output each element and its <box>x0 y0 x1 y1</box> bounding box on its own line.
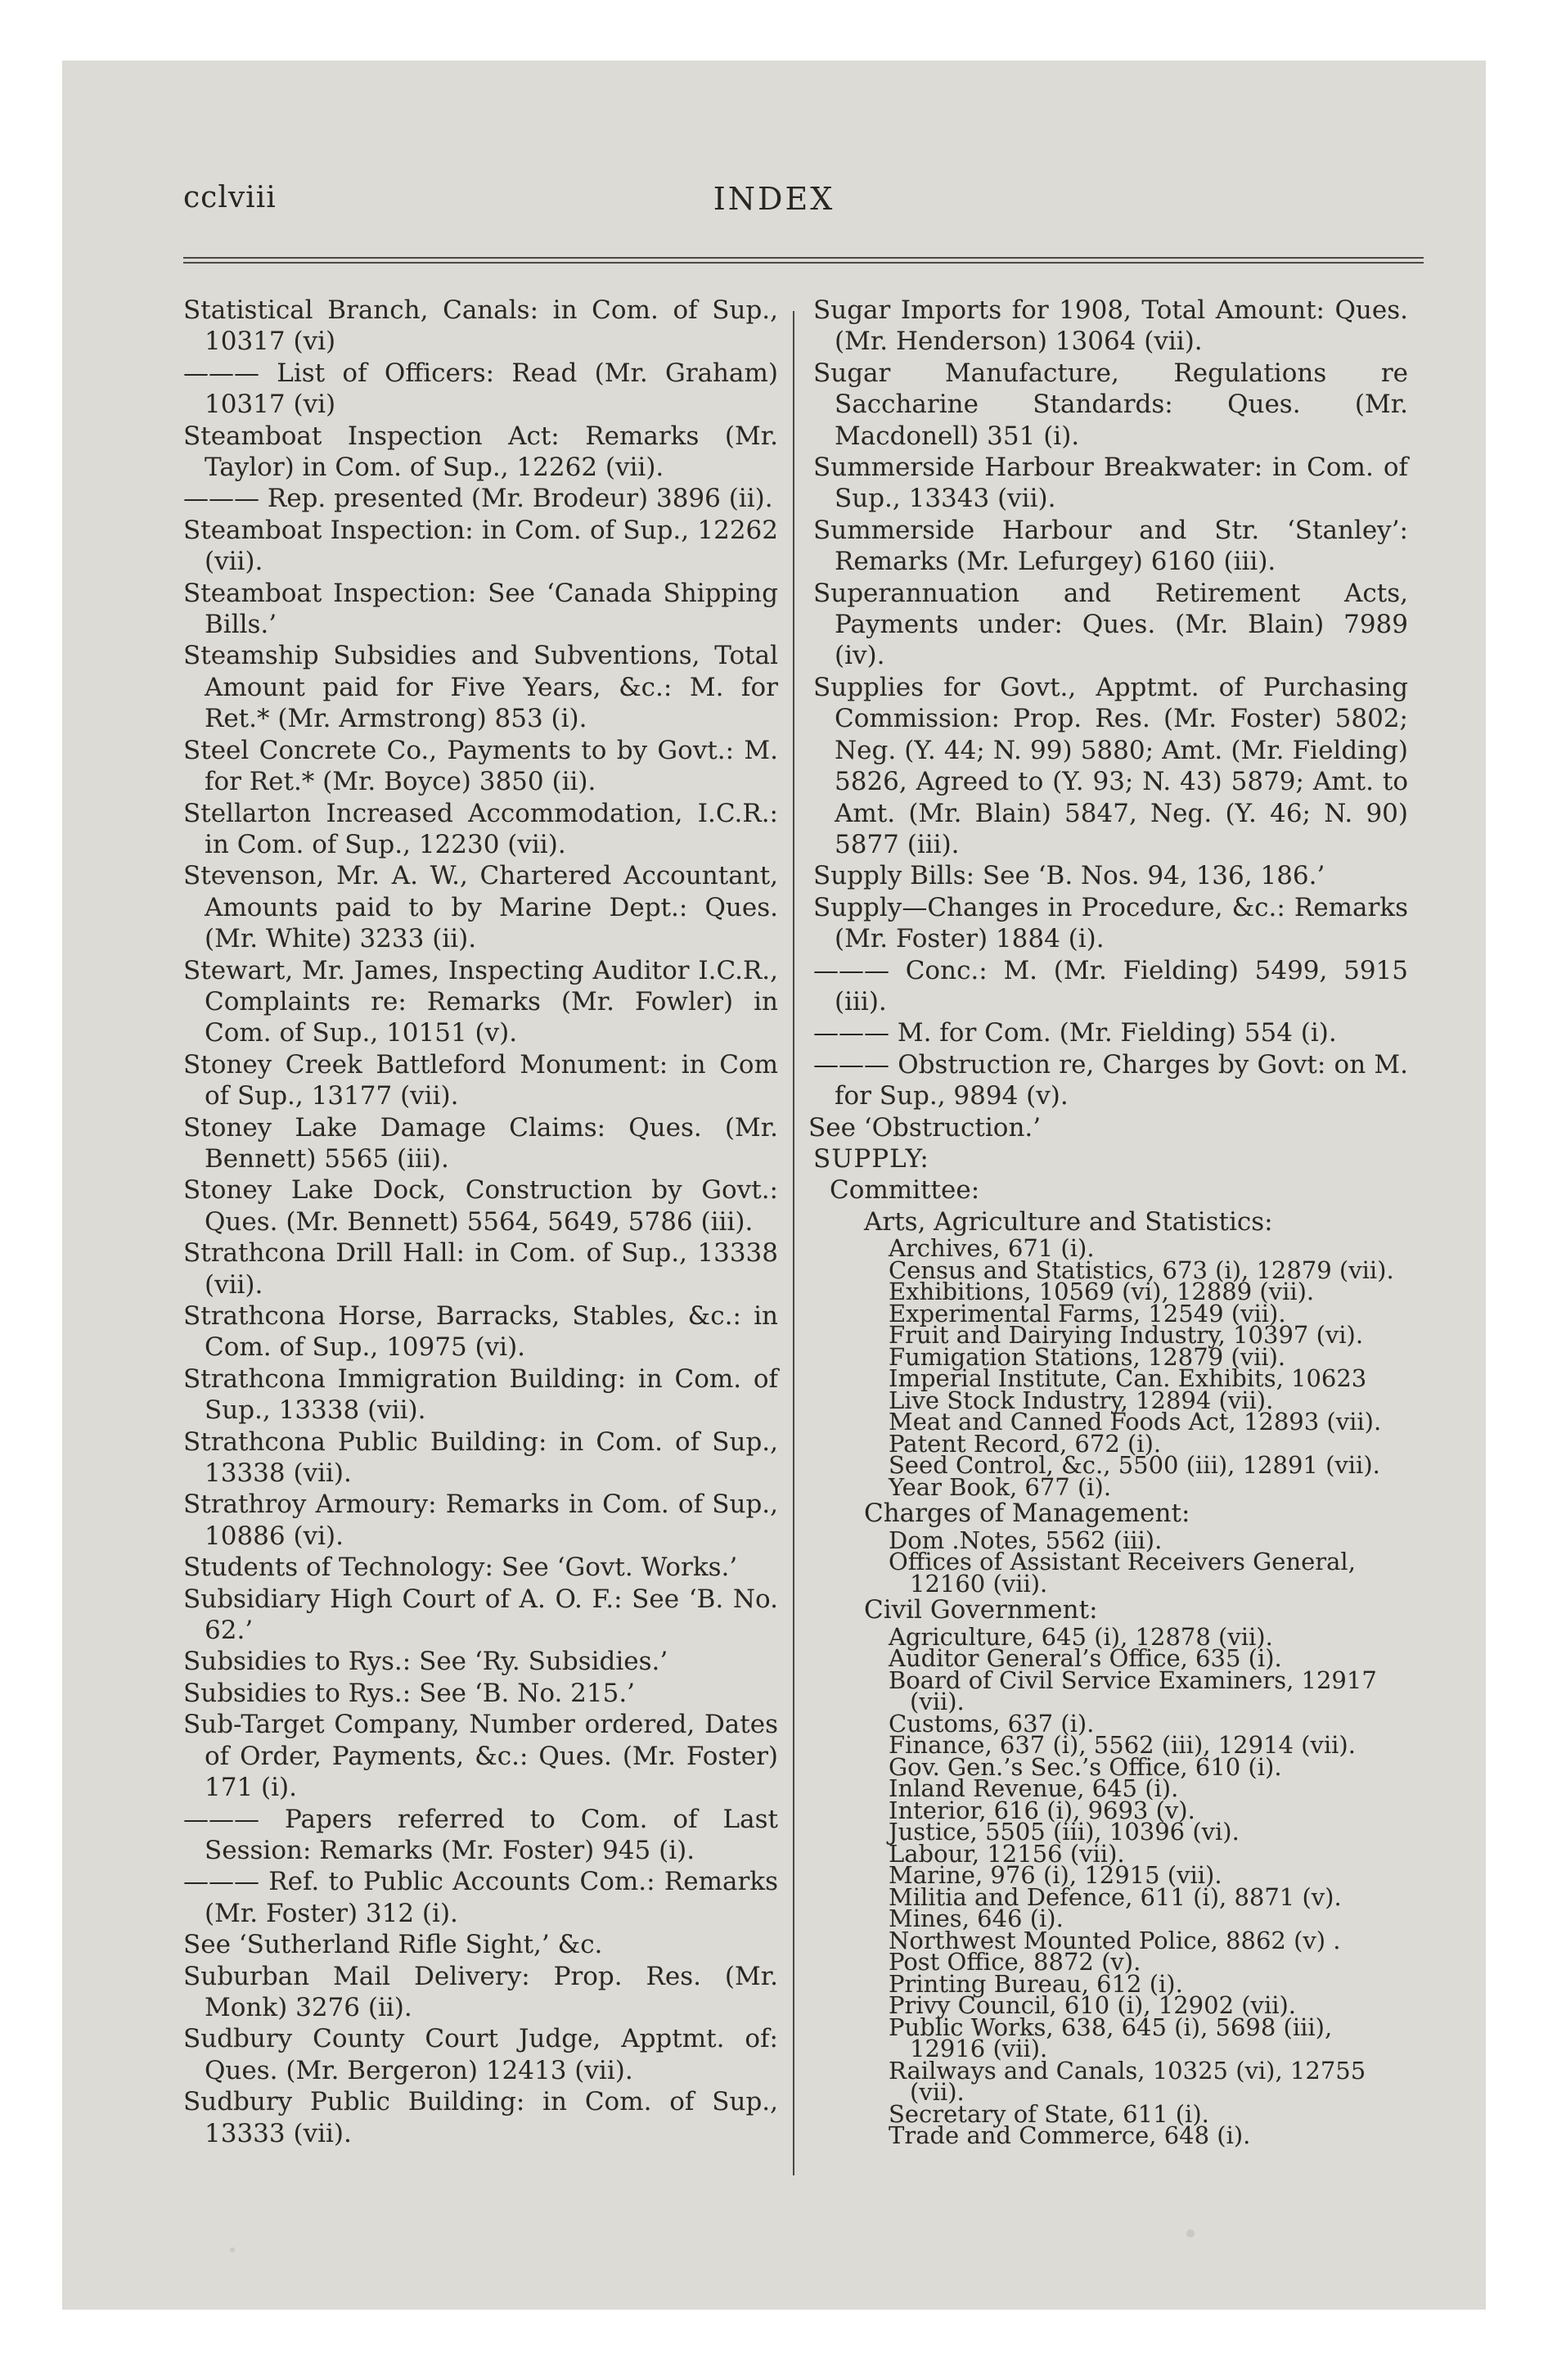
list-item: Post Office, 8872 (v). <box>889 1948 1141 1976</box>
index-entry: See ‘Obstruction.’ <box>808 1112 1042 1143</box>
index-entry: Strathcona Drill Hall: in Com. of Sup., 13338 (vii). <box>183 1238 778 1300</box>
index-entry: Suburban Mail Delivery: Prop. Res. (Mr. Monk) 3276 (ii). <box>183 1961 778 2022</box>
index-entry: Stellarton Increased Accommodation, I.C.R.: in Com. of Sup., 12230 (vii). <box>183 798 778 859</box>
list-item: Labour, 12156 (vii). <box>889 1839 1125 1868</box>
subsection-heading: Civil Government: <box>864 1595 1098 1625</box>
list-item: Fruit and Dairying Industry, 10397 (vi). <box>889 1321 1364 1350</box>
list-item: Auditor General’s Office, 635 (i). <box>889 1644 1282 1672</box>
list-item: Justice, 5505 (iii), 10396 (vi). <box>889 1818 1240 1846</box>
list-item: Offices of Assistant Receivers General, 12160 (vii). <box>889 1548 1356 1598</box>
index-entry: Subsidiary High Court of A. O. F.: See ‘B. No. 62.’ <box>183 1584 778 1646</box>
list-item: Gov. Gen.’s Sec.’s Office, 610 (i). <box>889 1752 1282 1781</box>
list-item: Archives, 671 (i). <box>889 1234 1095 1263</box>
list-item: Secretary of State, 611 (i). <box>889 2099 1209 2128</box>
column-divider <box>793 311 794 2175</box>
index-entry: ——— Conc.: M. (Mr. Fielding) 5499, 5915 (iii). <box>813 955 1408 1016</box>
index-entry: Stoney Creek Battleford Monument: in Com of Sup., 13177 (vii). <box>183 1049 778 1111</box>
supply-heading: SUPPLY: <box>813 1143 929 1174</box>
list-item: Interior, 616 (i), 9693 (v). <box>889 1796 1195 1824</box>
list-item: Printing Bureau, 612 (i). <box>889 1969 1183 1998</box>
index-entry: Stevenson, Mr. A. W., Chartered Accountant, Amounts paid to by Marine Dept.: Ques. (Mr. White) 3233 (ii). <box>183 861 778 954</box>
list-item: Live Stock Industry, 12894 (vii). <box>889 1386 1274 1414</box>
list-item: Marine, 976 (i), 12915 (vii). <box>889 1861 1222 1889</box>
page-header <box>62 181 1486 230</box>
index-entry: Students of Technology: See ‘Govt. Works.’ <box>183 1553 738 1583</box>
index-entry: Strathcona Public Building: in Com. of Sup., 13338 (vii). <box>183 1427 778 1489</box>
list-item: Census and Statistics, 673 (i), 12879 (vii). <box>889 1255 1394 1284</box>
list-item: Customs, 637 (i). <box>889 1709 1095 1738</box>
index-entry: Steamship Subsidies and Subventions, Total Amount paid for Five Years, &c.: M. for Ret.* (Mr. Armstrong) 853 (i). <box>183 641 778 734</box>
list-item: Exhibitions, 10569 (vi), 12889 (vii). <box>889 1278 1315 1306</box>
index-entry: See ‘Sutherland Rifle Sight,’ &c. <box>183 1930 603 1960</box>
index-entry: Summerside Harbour and Str. ‘Stanley’: Remarks (Mr. Lefurgey) 6160 (iii). <box>813 515 1408 577</box>
list-item: Dom .Notes, 5562 (iii). <box>889 1526 1163 1554</box>
list-item: Railways and Canals, 10325 (vi), 12755 (vii). <box>889 2056 1366 2106</box>
index-entry: Steamboat Inspection Act: Remarks (Mr. Taylor) in Com. of Sup., 12262 (vii). <box>183 421 778 483</box>
index-entry: Stoney Lake Damage Claims: Ques. (Mr. Bennett) 5565 (iii). <box>183 1112 778 1174</box>
list-item: Year Book, 677 (i). <box>889 1472 1112 1501</box>
index-entry: Subsidies to Rys.: See ‘B. No. 215.’ <box>183 1678 636 1708</box>
page-number: cclviii <box>183 181 277 214</box>
index-entry: Supply Bills: See ‘B. Nos. 94, 136, 186.’ <box>813 861 1325 891</box>
index-entry: Supplies for Govt., Apptmt. of Purchasing Commission: Prop. Res. (Mr. Foster) 5802; Neg. (Y. 44; N. 99) 5880; Amt. (Mr. Fielding) 5826, Agreed to (Y. 93; N. 43) 5879; Amt. to Amt. (Mr. Blain) 5847, Neg. (Y. 46; N. 90) 5877 (iii). <box>813 672 1408 859</box>
list-item: Imperial Institute, Can. Exhibits, 10623 <box>889 1364 1367 1393</box>
index-entry: Sugar Manufacture, Regulations re Saccharine Standards: Ques. (Mr. Macdonell) 351 (i). <box>813 358 1408 451</box>
index-page <box>62 61 1486 2310</box>
right-column <box>808 295 1408 2149</box>
committee-heading: Committee: <box>830 1175 980 1206</box>
list-item: Seed Control, &c., 5500 (iii), 12891 (vii). <box>889 1451 1380 1480</box>
list-item: Patent Record, 672 (i). <box>889 1429 1162 1458</box>
page-title: INDEX <box>713 181 835 217</box>
left-column <box>183 295 778 2149</box>
header-rule <box>183 257 1424 264</box>
index-entry: ——— M. for Com. (Mr. Fielding) 554 (i). <box>813 1018 1337 1048</box>
index-entry: Sugar Imports for 1908, Total Amount: Ques. (Mr. Henderson) 13064 (vii). <box>813 295 1408 357</box>
index-entry: Summerside Harbour Breakwater: in Com. of Sup., 13343 (vii). <box>813 453 1408 514</box>
list-item: Finance, 637 (i), 5562 (iii), 12914 (vii). <box>889 1731 1356 1759</box>
index-entry: Steamboat Inspection: in Com. of Sup., 12262 (vii). <box>183 515 778 577</box>
index-entry: Superannuation and Retirement Acts, Payments under: Ques. (Mr. Blain) 7989 (iv). <box>813 578 1408 671</box>
index-entry: ——— List of Officers: Read (Mr. Graham) 10317 (vi) <box>183 358 778 420</box>
index-entry: Steamboat Inspection: See ‘Canada Shipping Bills.’ <box>183 578 778 640</box>
index-entry: Stewart, Mr. James, Inspecting Auditor I.C.R., Complaints re: Remarks (Mr. Fowler) in Com. of Sup., 10151 (v). <box>183 955 778 1048</box>
subsection-heading: Charges of Management: <box>864 1499 1190 1529</box>
index-entry: Sudbury Public Building: in Com. of Sup., 13333 (vii). <box>183 2087 778 2148</box>
index-entry: Subsidies to Rys.: See ‘Ry. Subsidies.’ <box>183 1647 668 1677</box>
list-item: Militia and Defence, 611 (i), 8871 (v). <box>889 1882 1342 1911</box>
list-item: Northwest Mounted Police, 8862 (v) . <box>889 1926 1341 1954</box>
list-item: Public Works, 638, 645 (i), 5698 (iii), 12916 (vii). <box>889 2013 1333 2062</box>
index-entry: ——— Ref. to Public Accounts Com.: Remarks (Mr. Foster) 312 (i). <box>183 1867 778 1928</box>
paper-speck <box>1186 2229 1195 2238</box>
list-item: Experimental Farms, 12549 (vii). <box>889 1299 1286 1327</box>
index-entry: Sudbury County Court Judge, Apptmt. of: Ques. (Mr. Bergeron) 12413 (vii). <box>183 2024 778 2085</box>
index-entry: ——— Obstruction re, Charges by Govt: on M. for Sup., 9894 (v). <box>813 1049 1408 1111</box>
index-entry: Sub-Target Company, Number ordered, Dates of Order, Payments, &c.: Ques. (Mr. Foster) 171 (i). <box>183 1710 778 1803</box>
list-item: Inland Revenue, 645 (i). <box>889 1774 1179 1802</box>
index-entry: Statistical Branch, Canals: in Com. of Sup., 10317 (vi) <box>183 295 778 357</box>
list-item: Privy Council, 610 (i), 12902 (vii). <box>889 1991 1297 2019</box>
index-entry: Strathcona Horse, Barracks, Stables, &c.: in Com. of Sup., 10975 (vi). <box>183 1301 778 1363</box>
list-item: Board of Civil Service Examiners, 12917 (vii). <box>889 1666 1377 1715</box>
list-item: Mines, 646 (i). <box>889 1904 1064 1932</box>
index-entry: Strathroy Armoury: Remarks in Com. of Sup., 10886 (vi). <box>183 1490 778 1551</box>
list-item: Meat and Canned Foods Act, 12893 (vii). <box>889 1408 1382 1436</box>
list-item: Agriculture, 645 (i), 12878 (vii). <box>889 1622 1273 1651</box>
index-entry: ——— Papers referred to Com. of Last Session: Remarks (Mr. Foster) 945 (i). <box>183 1804 778 1865</box>
index-entry: ——— Rep. presented (Mr. Brodeur) 3896 (ii). <box>183 484 773 514</box>
list-item: Trade and Commerce, 648 (i). <box>889 2121 1251 2149</box>
subsection-heading: Arts, Agriculture and Statistics: <box>864 1206 1273 1237</box>
paper-speck <box>230 2247 235 2252</box>
list-item: Fumigation Stations, 12879 (vii). <box>889 1342 1286 1371</box>
index-entry: Steel Concrete Co., Payments to by Govt.: M. for Ret.* (Mr. Boyce) 3850 (ii). <box>183 735 778 797</box>
index-entry: Supply—Changes in Procedure, &c.: Remarks (Mr. Foster) 1884 (i). <box>813 892 1408 954</box>
index-entry: Stoney Lake Dock, Construction by Govt.: Ques. (Mr. Bennett) 5564, 5649, 5786 (iii). <box>183 1175 778 1237</box>
index-entry: Strathcona Immigration Building: in Com. of Sup., 13338 (vii). <box>183 1364 778 1426</box>
